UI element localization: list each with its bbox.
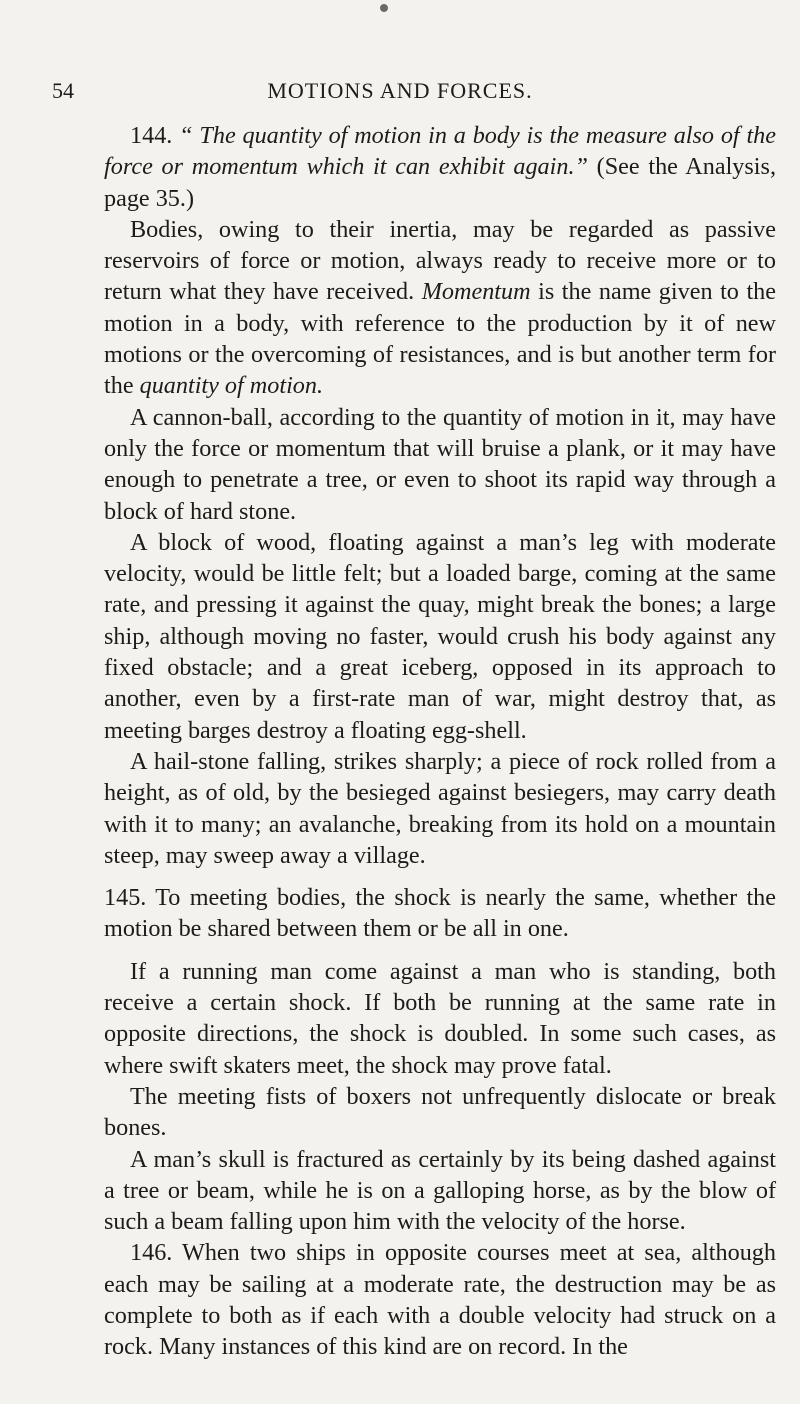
- paragraph: The meeting fists of boxers not unfrequently dislocate or break bones.: [104, 1082, 776, 1142]
- paragraph: [104, 214, 776, 402]
- body-text: [104, 120, 776, 1363]
- page-number: 54: [52, 78, 74, 103]
- italic-term: Momentum: [421, 278, 531, 306]
- paragraph: A hail-stone falling, strikes sharply; a piece of rock rolled from a height, as of old, by the besieged against besiegers, may carry death with it to many; an avalanche, breaking from its hold on a mountain steep, may sweep away a village.: [104, 747, 776, 869]
- paragraph: A man’s skull is fractured as certainly by its being dashed against a tree or beam, while he is on a galloping horse, as by the blow of such a beam falling upon him with the velocity of the horse.: [104, 1145, 776, 1236]
- paragraph-145: [104, 882, 776, 945]
- section-number: 146.: [130, 1239, 173, 1267]
- section-number: 144.: [130, 122, 173, 149]
- paragraph: A block of wood, floating against a man’s leg with moderate velocity, would be little felt; but a loaded barge, coming at the same rate, and pressing it against the quay, might break the bones; a large ship, although moving no faster, would crush his body against any fixed obstacle; and a great iceberg, opposed in its approach to another, even by a first-rate man of war, might destroy that, as meeting barges destroy a floating egg-shell.: [104, 528, 776, 744]
- section-quote: “ The quantity of motion in a body is the measure also of the force or momentum which it can exhibit again.”: [104, 122, 776, 181]
- paragraph-text: is the name given to the motion in a body, with reference to the production by it of new motions or the overcoming of resistances, and is but another term for the: [104, 278, 776, 400]
- paragraph-146: [104, 1237, 776, 1362]
- italic-term: quantity of motion.: [139, 372, 324, 400]
- paragraph-text: When two ships in opposite courses meet at sea, although each may be sailing at a moderate rate, the destruction may be as complete to both as if each with a double velocity had struck on a rock. Many instances of this kind are on record. In the: [104, 1239, 776, 1361]
- paragraph-text: Bodies, owing to their inertia, may be regarded as passive reservoirs of force or motion, always ready to receive more or to return what they have received.: [104, 215, 776, 306]
- paragraph: A cannon-ball, according to the quantity of motion in it, may have only the force or momentum that will bruise a plank, or it may have enough to penetrate a tree, or even to shoot its rapid way through a block of hard stone.: [104, 403, 776, 525]
- section-number: 145.: [104, 884, 147, 912]
- running-title: MOTIONS AND FORCES.: [267, 78, 533, 103]
- paragraph-144: [104, 120, 776, 214]
- paragraph-text: To meeting bodies, the shock is nearly the same, whether the motion be shared between them or be all in one.: [104, 884, 776, 943]
- paragraph: If a running man come against a man who is standing, both receive a certain shock. If both be running at the same rate in opposite directions, the shock is doubled. In some such cases, as where swift skaters meet, the shock may prove fatal.: [104, 957, 776, 1079]
- paragraph-text: (See the Analysis, page 35.): [104, 153, 776, 212]
- page-header: [52, 78, 748, 110]
- print-dot-mark: [380, 4, 388, 12]
